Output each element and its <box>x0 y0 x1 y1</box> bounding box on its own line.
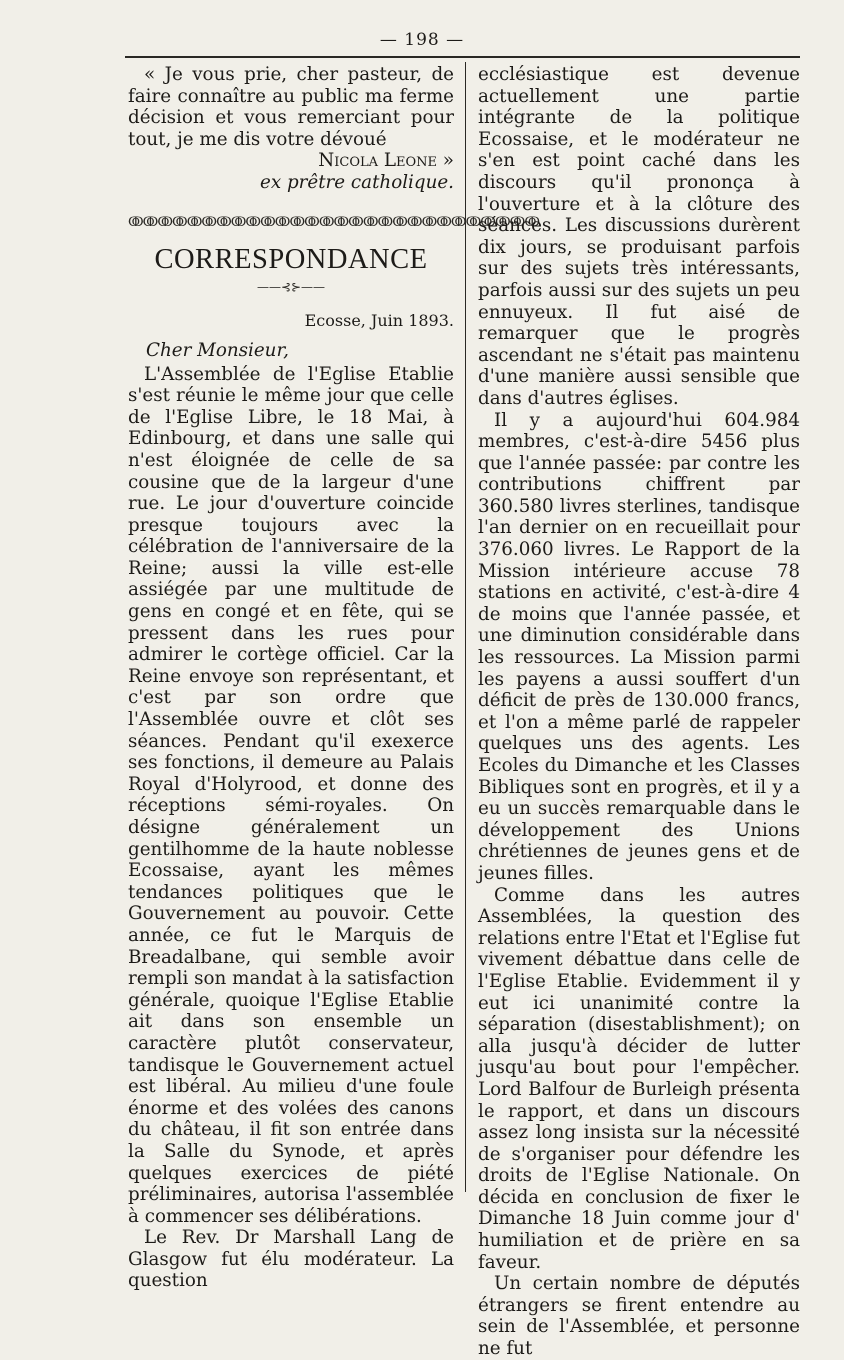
left-paragraph-1: L'Assemblée de l'Eglise Etablie s'est réunie le même jour que celle de l'Eglise Libre, le 18 Mai, à Edinbourg, et dans une salle qui n'est éloignée de celle de sa cousine que de la largeur d'une rue. Le jour d'ouverture coincide presque toujours avec la célébration de l'anniversaire de la Reine; aussi la ville est-elle assiégée par une multitude de gens en congé et en fête, qui se pressent dans les rues pour admirer le cortège officiel. Car la Reine envoye son représentant, et c'est par son ordre que l'Assemblée ouvre et clôt ses séances. Pendant qu'il exexerce ses fonctions, il demeure au Palais Royal d'Holyrood, et donne des réceptions sémi-royales. On désigne généralement un gentilhomme de la haute noblesse Ecossaise, ayant les mêmes tendances politiques que le Gouvernement au pouvoir. Cette année, ce fut le Marquis de Breadalbane, qui semble avoir rempli son mandat à la satisfaction générale, quoique l'Eglise Etablie ait dans son ensemble un caractère plutôt conservateur, tandisque le Gouvernement actuel est libéral. Au milieu d'une foule énorme et des volées des canons du château, il fit son entrée dans la Salle du Synode, et après quelques exercices de piété préliminaires, autorisa l'assemblée à commencer ses délibérations. <box>128 363 454 1227</box>
right-paragraph-1: ecclésiastique est devenue actuellement une partie intégrante de la politique Ecossaise, et le modérateur ne s'en est point caché dans les discours qu'il prononça à l'ouverture et à la clôture des séances. Les discussions durèrent dix jours, se produisant parfois sur des sujets très intéressants, parfois aussi sur des sujets un peu ennuyeux. Il fut aisé de remarquer que le progrès ascendant ne s'était pas maintenu d'une manière aussi sensible que dans d'autres églises. <box>478 64 800 409</box>
signature-name: Nicola Leone » <box>318 150 454 172</box>
title-flourish: ——⊰⊱—— <box>256 279 326 294</box>
right-paragraph-4: Un certain nombre de députés étrangers se firent entendre au sein de l'Assemblée, et personne ne fut <box>478 1273 800 1360</box>
salutation: Cher Monsieur, <box>146 339 289 361</box>
right-paragraph-3: Comme dans les autres Assemblées, la question des relations entre l'Etat et l'Eglise fut vivement débattue dans celle de l'Eglise Etablie. Evidemment il y eut ici unanimité contre la séparation (disestablishment); on alla jusqu'à décider de lutter jusqu'au bout pour l'empêcher. Lord Balfour de Burleigh présenta le rapport, et dans un discours assez long insista sur la nécessité de s'organiser pour défendre les droits de l'Eglise Nationale. On décida en conclusion de fixer le Dimanche 18 Juin comme jour d' humiliation et de prière en sa faveur. <box>478 884 800 1273</box>
header-rule <box>125 56 800 58</box>
signature-title: ex prêtre catholique. <box>260 171 454 193</box>
dateline: Ecosse, Juin 1893. <box>304 311 454 331</box>
left-paragraph-2: Le Rev. Dr Marshall Lang de Glasgow fut élu modérateur. La question <box>128 1227 454 1292</box>
column-divider <box>465 62 466 1192</box>
right-column <box>478 64 800 1360</box>
opening-letter-text: « Je vous prie, cher pasteur, de faire connaître au public ma ferme décision et vous remerciant pour tout, je me dis votre dévoué <box>128 64 454 150</box>
section-title: CORRESPONDANCE <box>154 244 428 276</box>
ornamental-rule: ↂↂↂↂↂↂↂↂↂↂↂↂↂↂↂↂↂↂↂↂↂↂↂↂↂↂↂↂ <box>128 214 540 230</box>
left-column <box>128 64 540 1292</box>
right-paragraph-2: Il y a aujourd'hui 604.984 membres, c'est-à-dire 5456 plus que l'année passée: par contre les contributions chiffrent par 360.580 livres sterlines, tandisque l'an dernier on en recueillait pour 376.060 livres. Le Rapport de la Mission intérieure accuse 78 stations en activité, c'est-à-dire 4 de moins que l'année passée, et une diminution considérable dans les ressources. La Mission parmi les payens a aussi souffert d'un déficit de près de 130.000 francs, et l'on a même parlé de rappeler quelques uns des agents. Les Ecoles du Dimanche et les Classes Bibliques sont en progrès, et il y a eu un succès remarquable dans le développement des Unions chrétiennes de jeunes gens et de jeunes filles. <box>478 409 800 884</box>
page-number: — 198 — <box>379 30 465 50</box>
